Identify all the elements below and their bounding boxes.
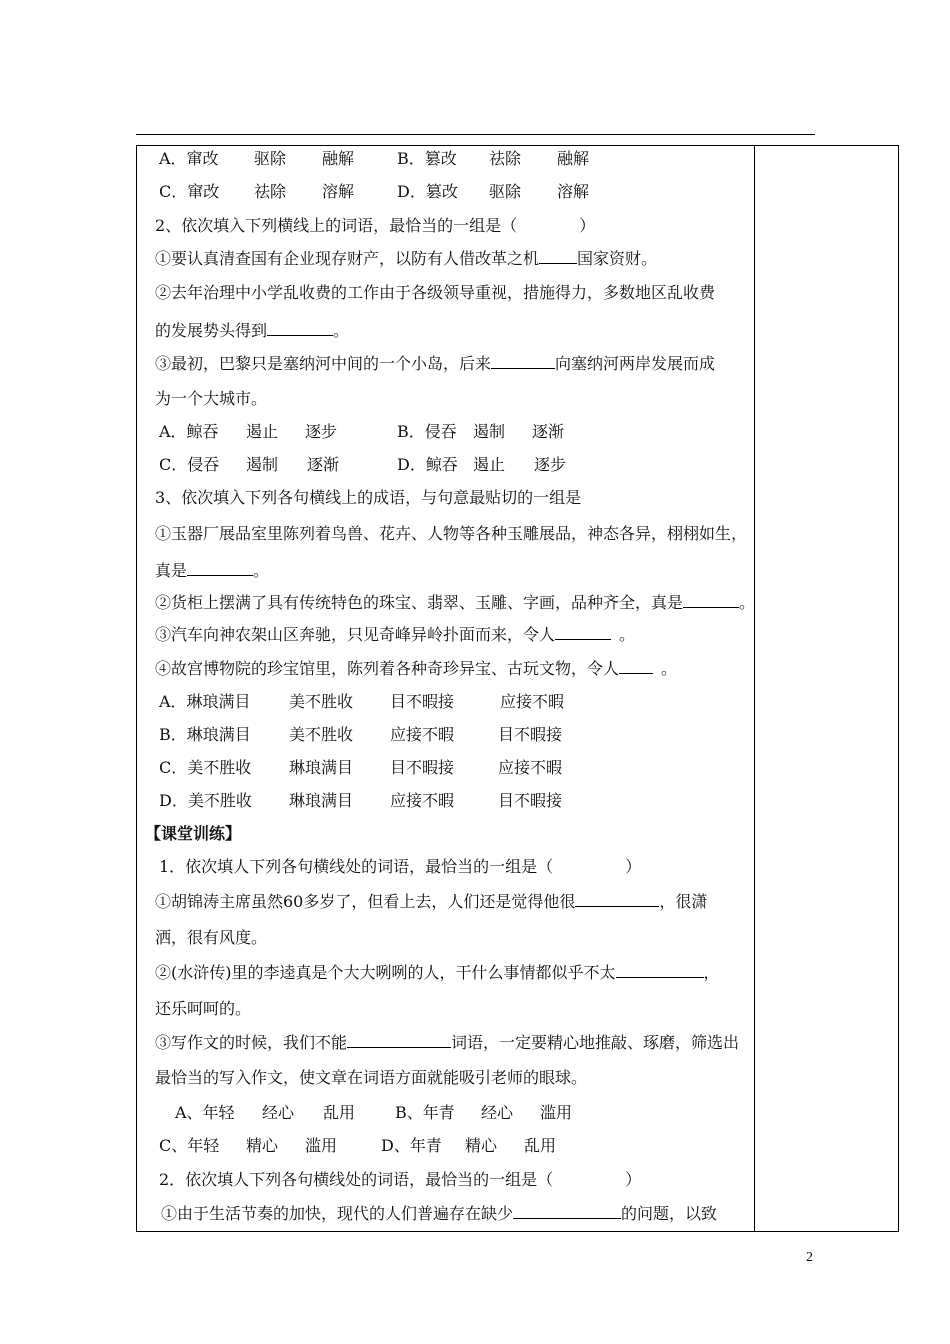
option-a-word3: 乱用 bbox=[323, 1103, 356, 1122]
section-title: 【课堂训练】 bbox=[145, 824, 242, 843]
q2-sentence-2-cont: 的发展势头得到 。 bbox=[155, 321, 350, 340]
option-d-word2: 遏止 bbox=[473, 455, 506, 474]
q2-stem: 2、依次填入下列横线上的词语，最恰当的一组是（ ） bbox=[155, 216, 596, 235]
option-d-word3: 应接不暇 bbox=[390, 791, 455, 810]
option-a: A．琳琅满目 bbox=[159, 692, 251, 711]
answer-blank bbox=[347, 1031, 451, 1048]
q3-sentence-3: ③汽车向神农架山区奔驰，只见奇峰异岭扑面而来，令人 。 bbox=[155, 625, 636, 644]
option-a-word3: 目不暇接 bbox=[390, 692, 455, 711]
option-d-word3: 溶解 bbox=[557, 182, 590, 201]
option-d-word2: 精心 bbox=[465, 1136, 498, 1155]
option-a-word3: 逐步 bbox=[305, 422, 338, 441]
option-b-word3: 应接不暇 bbox=[390, 725, 455, 744]
t1-sentence-1-cont: 洒，很有风度。 bbox=[155, 928, 268, 947]
t1-stem: 1．依次填人下列各句横线处的词语，最恰当的一组是（ ） bbox=[159, 857, 642, 876]
header-rule bbox=[136, 134, 815, 135]
answer-blank bbox=[683, 591, 739, 608]
option-b-word2: 美不胜收 bbox=[289, 725, 354, 744]
t1-sentence-1: ①胡锦涛主席虽然60多岁了，但看上去，人们还是觉得他很 ，很潇 bbox=[155, 892, 708, 911]
answer-blank bbox=[491, 352, 555, 369]
option-b-word2: 经心 bbox=[481, 1103, 514, 1122]
q3-sentence-1: ①玉器厂展品室里陈列着鸟兽、花卉、人物等各种玉雕展品，神态各异，栩栩如生， bbox=[155, 524, 748, 543]
option-c-word3: 溶解 bbox=[322, 182, 355, 201]
q2-sentence-2: ②去年治理中小学乱收费的工作由于各级领导重视，措施得力，多数地区乱收费 bbox=[155, 283, 716, 302]
option-a-word2: 美不胜收 bbox=[289, 692, 354, 711]
q3-sentence-4: ④故宫博物院的珍宝馆里，陈列着各种奇珍异宝、古玩文物，令人 。 bbox=[155, 659, 678, 678]
option-a-word2: 遏止 bbox=[246, 422, 279, 441]
answer-blank bbox=[619, 657, 653, 674]
t1-sentence-2-cont: 还乐呵呵的。 bbox=[155, 999, 252, 1018]
answer-blank bbox=[616, 961, 704, 978]
option-a: A．窜改 bbox=[159, 149, 219, 168]
option-a-word2: 经心 bbox=[262, 1103, 295, 1122]
answer-blank bbox=[555, 623, 611, 640]
notes-column-divider bbox=[754, 145, 755, 1232]
option-c-word4: 应接不暇 bbox=[498, 758, 563, 777]
t2-stem: 2．依次填人下列各句横线处的词语，最恰当的一组是（ ） bbox=[159, 1170, 642, 1189]
answer-blank bbox=[267, 319, 333, 336]
q3-sentence-2: ②货柜上摆满了具有传统特色的珠宝、翡翠、玉雕、字画，品种齐全，真是 。 bbox=[155, 593, 756, 612]
option-d: D．篡改 bbox=[397, 182, 458, 201]
option-d: D．鲸吞 bbox=[397, 455, 458, 474]
option-b-word3: 逐渐 bbox=[532, 422, 565, 441]
option-c: C、年轻 bbox=[159, 1136, 220, 1155]
option-d-word4: 目不暇接 bbox=[498, 791, 563, 810]
t2-sentence-1: ①由于生活节奏的加快，现代的人们普遍存在缺少 的问题，以致 bbox=[161, 1204, 718, 1223]
option-b: B、年青 bbox=[395, 1103, 455, 1122]
option-c-word3: 逐渐 bbox=[307, 455, 340, 474]
option-b: B．侵吞 bbox=[397, 422, 457, 441]
option-a-word3: 融解 bbox=[322, 149, 355, 168]
option-a: A、年轻 bbox=[175, 1103, 235, 1122]
option-c-word2: 遏制 bbox=[246, 455, 279, 474]
option-b-word4: 目不暇接 bbox=[498, 725, 563, 744]
option-b-word2: 遏制 bbox=[473, 422, 506, 441]
t1-sentence-3-cont: 最恰当的写入作文，使文章在词语方面就能吸引老师的眼球。 bbox=[155, 1068, 588, 1087]
option-d: D．美不胜收 bbox=[159, 791, 252, 810]
option-b-word2: 祛除 bbox=[489, 149, 522, 168]
q3-sentence-1-cont: 真是 。 bbox=[155, 561, 270, 580]
t1-sentence-2: ②(水浒传)里的李逵真是个大大咧咧的人，干什么事情都似乎不太 ， bbox=[155, 963, 720, 982]
option-c-word2: 精心 bbox=[246, 1136, 279, 1155]
option-d-word3: 乱用 bbox=[524, 1136, 557, 1155]
option-b: B．琳琅满目 bbox=[159, 725, 251, 744]
q2-sentence-3-cont: 为一个大城市。 bbox=[155, 389, 268, 408]
option-b: B．篡改 bbox=[397, 149, 457, 168]
option-c-word2: 琳琅满目 bbox=[289, 758, 354, 777]
answer-blank bbox=[539, 247, 577, 264]
option-b-word3: 滥用 bbox=[540, 1103, 573, 1122]
option-c-word2: 祛除 bbox=[254, 182, 287, 201]
option-c-word3: 目不暇接 bbox=[390, 758, 455, 777]
option-d-word2: 驱除 bbox=[489, 182, 522, 201]
answer-blank bbox=[575, 890, 659, 907]
t1-sentence-3: ③写作文的时候，我们不能 词语，一定要精心地推敲、琢磨，筛选出 bbox=[155, 1033, 740, 1052]
option-d-word2: 琳琅满目 bbox=[289, 791, 354, 810]
option-c: C．侵吞 bbox=[159, 455, 220, 474]
option-d: D、年青 bbox=[381, 1136, 442, 1155]
answer-blank bbox=[187, 559, 253, 576]
option-c: C．美不胜收 bbox=[159, 758, 252, 777]
q3-stem: 3、依次填入下列各句横线上的成语，与句意最贴切的一组是 bbox=[155, 488, 582, 507]
page-number: 2 bbox=[806, 1250, 813, 1265]
option-c: C．窜改 bbox=[159, 182, 220, 201]
answer-blank bbox=[513, 1202, 621, 1219]
option-a-word2: 驱除 bbox=[254, 149, 287, 168]
q2-sentence-1: ①要认真清查国有企业现存财产，以防有人借改革之机 国家资财。 bbox=[155, 249, 658, 268]
option-d-word3: 逐步 bbox=[534, 455, 567, 474]
q2-sentence-3: ③最初，巴黎只是塞纳河中间的一个小岛，后来 向塞纳河两岸发展而成 bbox=[155, 354, 716, 373]
option-b-word3: 融解 bbox=[557, 149, 590, 168]
option-c-word3: 滥用 bbox=[305, 1136, 338, 1155]
option-a-word4: 应接不暇 bbox=[500, 692, 565, 711]
option-a: A．鲸吞 bbox=[159, 422, 219, 441]
